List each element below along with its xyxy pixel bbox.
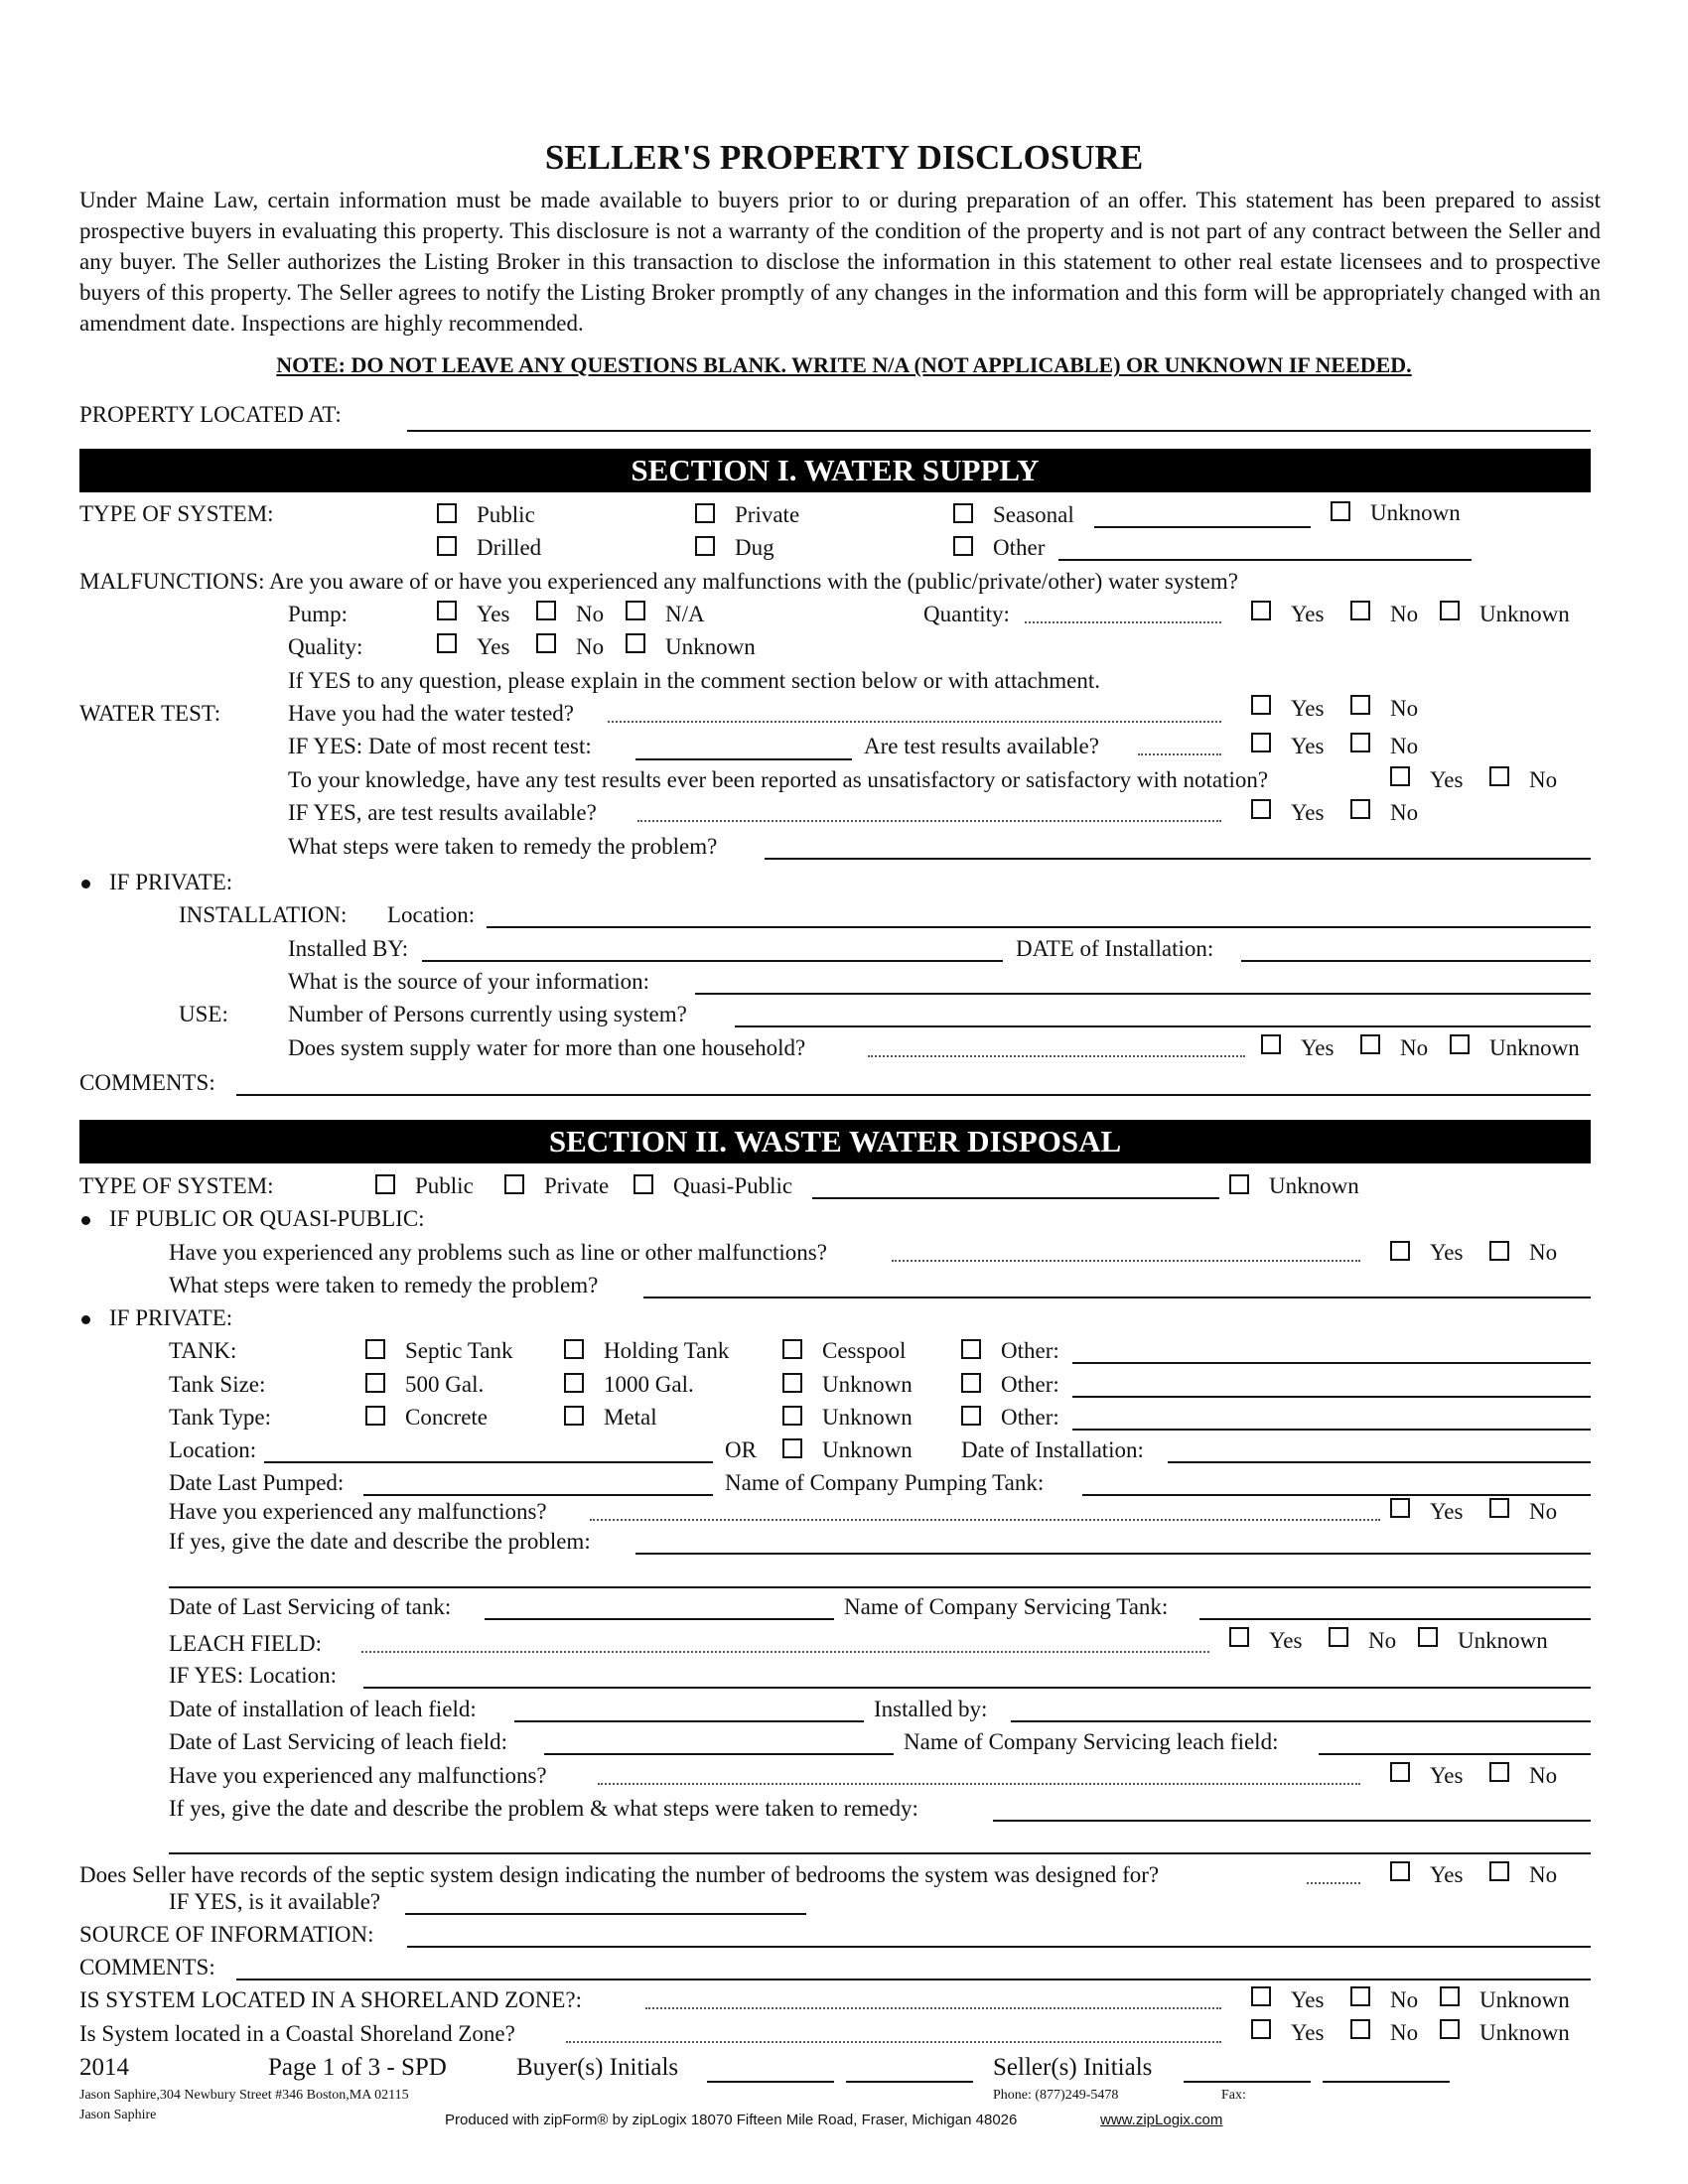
bullet — [81, 1216, 90, 1225]
label-seasonal: Seasonal — [993, 502, 1074, 527]
company-servicing-tank-label: Name of Company Servicing Tank: — [844, 1594, 1169, 1619]
checkbox-location-unknown[interactable] — [782, 1438, 802, 1458]
results-available-2: IF YES, are test results available? — [288, 800, 597, 825]
pump-no[interactable] — [536, 601, 556, 620]
pump-na-label: N/A — [665, 602, 705, 626]
footer-year: 2014 — [79, 2054, 129, 2081]
date-pumped-field[interactable] — [363, 1494, 713, 1496]
s2-malfunctions2-question: Have you experienced any malfunctions? — [169, 1763, 547, 1788]
malfunctions-no-label: No — [1529, 1499, 1558, 1524]
s2-comments-label: COMMENTS: — [79, 1955, 215, 1979]
household-unknown[interactable] — [1450, 1034, 1470, 1054]
s1-comments-field[interactable] — [236, 1094, 1591, 1096]
tank-size-label: Tank Size: — [169, 1372, 266, 1397]
label-size-unknown: Unknown — [822, 1372, 913, 1397]
bullet — [81, 880, 90, 888]
dot-leader — [361, 1651, 1209, 1653]
s2-label-public: Public — [415, 1173, 474, 1198]
leach-no-label: No — [1368, 1628, 1397, 1653]
dot-leader — [645, 2007, 1221, 2009]
tank-location-field[interactable] — [264, 1461, 713, 1463]
leach-yes[interactable] — [1229, 1627, 1249, 1647]
property-label: PROPERTY LOCATED AT: — [79, 402, 342, 427]
label-private: Private — [735, 502, 800, 527]
leach-install-date-label: Date of installation of leach field: — [169, 1697, 477, 1721]
results2-no-label: No — [1390, 800, 1419, 825]
label-concrete: Concrete — [405, 1405, 489, 1430]
persons-label: Number of Persons currently using system? — [288, 1002, 687, 1026]
problems-yes-label: Yes — [1430, 1240, 1464, 1265]
seller-initials-field-2[interactable] — [1323, 2081, 1450, 2083]
shoreland-question: IS SYSTEM LOCATED IN A SHORELAND ZONE?: — [79, 1987, 582, 2012]
household-yes[interactable] — [1261, 1034, 1281, 1054]
location-label: Location: — [387, 902, 476, 927]
results2-yes-label: Yes — [1291, 800, 1325, 825]
checkbox-cesspool[interactable] — [782, 1339, 802, 1359]
leach-company-label: Name of Company Servicing leach field: — [904, 1729, 1279, 1754]
coastal-unknown-label: Unknown — [1479, 2020, 1570, 2045]
problems-no-label: No — [1529, 1240, 1558, 1265]
coastal-yes-label: Yes — [1291, 2020, 1325, 2045]
available-label: IF YES, is it available? — [169, 1889, 381, 1914]
tank-date-install-label: Date of Installation: — [961, 1437, 1144, 1462]
label-type-unknown: Unknown — [822, 1405, 913, 1430]
label-cesspool: Cesspool — [822, 1338, 907, 1363]
results-no[interactable] — [1350, 733, 1370, 752]
date-recent-field[interactable] — [635, 758, 852, 760]
knowledge-yes[interactable] — [1390, 766, 1410, 786]
checkbox-other[interactable] — [953, 536, 973, 556]
malfunctions2-no[interactable] — [1489, 1762, 1509, 1782]
last-servicing-tank-field[interactable] — [485, 1618, 834, 1620]
available-field[interactable] — [405, 1913, 806, 1915]
checkbox-private[interactable] — [695, 503, 715, 523]
label-drilled: Drilled — [477, 535, 542, 560]
label-metal: Metal — [604, 1405, 657, 1430]
s2-if-private-label: IF PRIVATE: — [109, 1305, 233, 1330]
shoreland-unknown[interactable] — [1440, 1986, 1460, 2006]
quantity-no[interactable] — [1350, 601, 1370, 620]
coastal-question: Is System located in a Coastal Shoreland Zone? — [79, 2021, 515, 2046]
footer-page: Page 1 of 3 - SPD — [268, 2054, 447, 2081]
checkbox-size-other[interactable] — [961, 1373, 981, 1393]
remedy-question: What steps were taken to remedy the problem? — [288, 834, 718, 859]
date-install-label: DATE of Installation: — [1016, 936, 1214, 961]
date-install-field[interactable] — [1241, 960, 1591, 962]
checkbox-type-unknown[interactable] — [782, 1406, 802, 1426]
section-2-heading: SECTION II. WASTE WATER DISPOSAL — [79, 1120, 1591, 1163]
tank-type-label: Tank Type: — [169, 1405, 272, 1430]
agent-fax: Fax: — [1221, 2088, 1246, 2103]
checkbox-unknown[interactable] — [1331, 501, 1350, 521]
describe-remedy-label: If yes, give the date and describe the problem & what steps were taken to remedy: — [169, 1796, 918, 1821]
malfunctions2-yes[interactable] — [1390, 1762, 1410, 1782]
quantity-unknown[interactable] — [1440, 601, 1460, 620]
company-servicing-tank-field[interactable] — [1199, 1618, 1591, 1620]
tested-yes-label: Yes — [1291, 696, 1325, 721]
label-type-other: Other: — [1001, 1405, 1059, 1430]
results2-no[interactable] — [1350, 799, 1370, 819]
bullet — [81, 1315, 90, 1324]
s2-label-private: Private — [544, 1173, 610, 1198]
household-unknown-label: Unknown — [1489, 1035, 1580, 1060]
use-label: USE: — [179, 1002, 228, 1026]
buyer-initials-label: Buyer(s) Initials — [516, 2054, 679, 2081]
quantity-no-label: No — [1390, 602, 1419, 626]
pump-yes-label: Yes — [477, 602, 510, 626]
describe-field[interactable] — [635, 1553, 1591, 1555]
persons-field[interactable] — [735, 1025, 1591, 1027]
remedy-field[interactable] — [765, 858, 1591, 860]
date-recent-label: IF YES: Date of most recent test: — [288, 734, 592, 758]
source-of-info-label: SOURCE OF INFORMATION: — [79, 1922, 374, 1947]
intro-paragraph: Under Maine Law, certain information must be made available to buyers prior to or during preparation of an offer. This statement has been prepared to assist prospective buyers in evaluating this property. This disclosure is not a warranty of the condition of the property and is not part of any contract between the Seller and any buyer. The Seller authorizes the Listing Broker in this transaction to disclose the information in this statement to other real estate licensees and to prospective buyers of this property. The Seller agrees to notify the Listing Broker promptly of any changes in the information and this form will be appropriately changed with an amendment date. Inspections are highly recommended. — [79, 188, 1601, 336]
label-size-other: Other: — [1001, 1372, 1059, 1397]
leach-unknown-label: Unknown — [1458, 1628, 1548, 1653]
malfunctions-yes-label: Yes — [1430, 1499, 1464, 1524]
records-no[interactable] — [1489, 1861, 1509, 1881]
tank-location-label: Location: — [169, 1437, 257, 1462]
household-no-label: No — [1400, 1035, 1429, 1060]
results-no-label: No — [1390, 734, 1419, 758]
s2-type-label: TYPE OF SYSTEM: — [79, 1173, 274, 1198]
malfunctions-no[interactable] — [1489, 1498, 1509, 1518]
s2-malfunctions-question: Have you experienced any malfunctions? — [169, 1499, 547, 1524]
label-1000-gal: 1000 Gal. — [604, 1372, 694, 1397]
water-test-label: WATER TEST: — [79, 701, 221, 726]
quantity-yes[interactable] — [1251, 601, 1271, 620]
quality-label: Quality: — [288, 634, 363, 659]
s2-checkbox-quasi-public[interactable] — [633, 1174, 653, 1194]
shoreland-unknown-label: Unknown — [1479, 1987, 1570, 2012]
note: NOTE: DO NOT LEAVE ANY QUESTIONS BLANK. WRITE N/A (NOT APPLICABLE) OR UNKNOWN IF NEEDED. — [276, 352, 1412, 377]
agent-name: Jason Saphire — [79, 2108, 157, 2122]
s2-checkbox-private[interactable] — [504, 1174, 524, 1194]
seller-initials-field-1[interactable] — [1184, 2081, 1311, 2083]
company-pumping-label: Name of Company Pumping Tank: — [725, 1470, 1045, 1495]
tested-question: Have you had the water tested? — [288, 701, 575, 726]
checkbox-seasonal[interactable] — [953, 503, 973, 523]
coastal-unknown[interactable] — [1440, 2019, 1460, 2039]
results-yes[interactable] — [1251, 733, 1271, 752]
page-title: SELLER'S PROPERTY DISCLOSURE — [544, 138, 1144, 177]
dot-leader — [608, 721, 1221, 723]
property-address-field[interactable] — [407, 430, 1591, 432]
label-public: Public — [477, 502, 535, 527]
pump-na[interactable] — [626, 601, 645, 620]
describe-remedy-field-2[interactable] — [169, 1852, 1591, 1854]
quality-unknown-label: Unknown — [665, 634, 756, 659]
knowledge-no-label: No — [1529, 767, 1558, 792]
leach-install-date-field[interactable] — [514, 1720, 864, 1722]
s2-comments-field[interactable] — [236, 1979, 1591, 1980]
tank-label: TANK: — [169, 1338, 237, 1363]
ziplogix-link[interactable]: www.zipLogix.com — [1100, 2112, 1223, 2128]
label-septic-tank: Septic Tank — [405, 1338, 513, 1363]
malfunctions2-yes-label: Yes — [1430, 1763, 1464, 1788]
if-private-label: IF PRIVATE: — [109, 870, 233, 894]
s2-label-unknown: Unknown — [1269, 1173, 1359, 1198]
quantity-yes-label: Yes — [1291, 602, 1325, 626]
describe-label: If yes, give the date and describe the problem: — [169, 1529, 591, 1554]
label-other: Other — [993, 535, 1046, 560]
dot-leader — [1138, 753, 1221, 755]
date-pumped-label: Date Last Pumped: — [169, 1470, 345, 1495]
s1-malfunctions-label: MALFUNCTIONS: Are you aware of or have you experienced any malfunctions with the (public/private/other) water system? — [79, 569, 1238, 594]
records-yes[interactable] — [1390, 1861, 1410, 1881]
malfunctions-yes[interactable] — [1390, 1498, 1410, 1518]
agent-phone: Phone: (877)249-5478 — [993, 2088, 1119, 2103]
s2-checkbox-public[interactable] — [375, 1174, 395, 1194]
if-public-label: IF PUBLIC OR QUASI-PUBLIC: — [109, 1206, 425, 1231]
problems-yes[interactable] — [1390, 1241, 1410, 1261]
checkbox-public[interactable] — [437, 503, 457, 523]
results-yes-label: Yes — [1291, 734, 1325, 758]
seller-initials-label: Seller(s) Initials — [993, 2054, 1153, 2081]
label-unknown: Unknown — [1370, 500, 1461, 525]
last-servicing-tank-label: Date of Last Servicing of tank: — [169, 1594, 452, 1619]
checkbox-dug[interactable] — [695, 536, 715, 556]
s1-comments-label: COMMENTS: — [79, 1070, 215, 1095]
quantity-label: Quantity: — [923, 602, 1010, 626]
leach-location-field[interactable] — [363, 1687, 1591, 1689]
leach-installed-by-field[interactable] — [1011, 1720, 1591, 1722]
checkbox-septic-tank[interactable] — [365, 1339, 385, 1359]
pump-yes[interactable] — [437, 601, 457, 620]
s2-label-quasi-public: Quasi-Public — [673, 1173, 793, 1198]
section-1-heading: SECTION I. WATER SUPPLY — [79, 449, 1591, 492]
installation-location-field[interactable] — [487, 926, 1591, 928]
leach-location-label: IF YES: Location: — [169, 1663, 338, 1688]
leach-no[interactable] — [1329, 1627, 1348, 1647]
quality-yes[interactable] — [437, 633, 457, 653]
dot-leader — [590, 1519, 1380, 1521]
pump-no-label: No — [576, 602, 605, 626]
checkbox-drilled[interactable] — [437, 536, 457, 556]
label-tank-other: Other: — [1001, 1338, 1059, 1363]
shoreland-no-label: No — [1390, 1987, 1419, 2012]
results-available-question: Are test results available? — [864, 734, 1099, 758]
shoreland-no[interactable] — [1350, 1986, 1370, 2006]
checkbox-metal[interactable] — [564, 1406, 584, 1426]
records-question: Does Seller have records of the septic system design indicating the number of bedrooms the system was designed for? — [79, 1862, 1160, 1887]
leach-servicing-label: Date of Last Servicing of leach field: — [169, 1729, 508, 1754]
shoreland-yes[interactable] — [1251, 1986, 1271, 2006]
label-location-unknown: Unknown — [822, 1437, 913, 1462]
dot-leader — [868, 1055, 1245, 1057]
leach-installed-by-label: Installed by: — [874, 1697, 988, 1721]
checkbox-holding-tank[interactable] — [564, 1339, 584, 1359]
s2-remedy-question: What steps were taken to remedy the problem? — [169, 1273, 599, 1297]
checkbox-type-other[interactable] — [961, 1406, 981, 1426]
results2-yes[interactable] — [1251, 799, 1271, 819]
leach-servicing-field[interactable] — [544, 1753, 894, 1755]
quality-yes-label: Yes — [477, 634, 510, 659]
tank-other-field[interactable] — [1072, 1362, 1591, 1364]
dot-leader — [1025, 621, 1221, 623]
seasonal-field[interactable] — [1094, 526, 1311, 528]
quality-no[interactable] — [536, 633, 556, 653]
describe-field-2[interactable] — [169, 1586, 1591, 1588]
produced-with: Produced with zipForm® by zipLogix 18070 Fifteen Mile Road, Fraser, Michigan 48026 — [445, 2112, 1018, 2128]
leach-unknown[interactable] — [1418, 1627, 1438, 1647]
checkbox-500-gal[interactable] — [365, 1373, 385, 1393]
other-field[interactable] — [1058, 559, 1472, 561]
household-yes-label: Yes — [1301, 1035, 1335, 1060]
installed-by-field[interactable] — [422, 960, 1003, 962]
type-other-field[interactable] — [1072, 1429, 1591, 1431]
dot-leader — [598, 1783, 1360, 1785]
installed-by-label: Installed BY: — [288, 936, 409, 961]
coastal-no-label: No — [1390, 2020, 1419, 2045]
label-holding-tank: Holding Tank — [604, 1338, 730, 1363]
s2-remedy-field[interactable] — [643, 1297, 1591, 1298]
household-question: Does system supply water for more than one household? — [288, 1035, 806, 1060]
buyer-initials-field-2[interactable] — [846, 2081, 973, 2083]
knowledge-no[interactable] — [1489, 766, 1509, 786]
dot-leader — [1307, 1882, 1360, 1884]
shoreland-yes-label: Yes — [1291, 1987, 1325, 2012]
quantity-unknown-label: Unknown — [1479, 602, 1570, 626]
dot-leader — [637, 820, 1221, 822]
checkbox-tank-other[interactable] — [961, 1339, 981, 1359]
label-dug: Dug — [735, 535, 774, 560]
tested-no-label: No — [1390, 696, 1419, 721]
s1-type-label: TYPE OF SYSTEM: — [79, 501, 274, 526]
source-field[interactable] — [695, 993, 1591, 995]
source-label: What is the source of your information: — [288, 969, 650, 994]
malfunctions2-no-label: No — [1529, 1763, 1558, 1788]
problems-question: Have you experienced any problems such as line or other malfunctions? — [169, 1240, 827, 1265]
tested-no[interactable] — [1350, 695, 1370, 715]
quality-no-label: No — [576, 634, 605, 659]
installation-label: INSTALLATION: — [179, 902, 348, 927]
s2-checkbox-unknown[interactable] — [1229, 1174, 1249, 1194]
company-pumping-field[interactable] — [1082, 1494, 1591, 1496]
buyer-initials-field-1[interactable] — [707, 2081, 834, 2083]
leach-yes-label: Yes — [1269, 1628, 1303, 1653]
source-of-info-field[interactable] — [407, 1946, 1591, 1948]
size-other-field[interactable] — [1072, 1396, 1591, 1398]
problems-no[interactable] — [1489, 1241, 1509, 1261]
checkbox-concrete[interactable] — [365, 1406, 385, 1426]
checkbox-size-unknown[interactable] — [782, 1373, 802, 1393]
checkbox-1000-gal[interactable] — [564, 1373, 584, 1393]
coastal-yes[interactable] — [1251, 2019, 1271, 2039]
or-label: OR — [725, 1437, 757, 1462]
coastal-no[interactable] — [1350, 2019, 1370, 2039]
describe-remedy-field[interactable] — [993, 1820, 1591, 1822]
records-no-label: No — [1529, 1862, 1558, 1887]
explain-note: If YES to any question, please explain in the comment section below or with attachment. — [288, 668, 1100, 693]
leach-field-label: LEACH FIELD: — [169, 1631, 322, 1656]
leach-company-field[interactable] — [1319, 1753, 1591, 1755]
label-500-gal: 500 Gal. — [405, 1372, 485, 1397]
knowledge-question: To your knowledge, have any test results ever been reported as unsatisfactory or satisfactory with notation? — [288, 767, 1269, 792]
dot-leader — [566, 2041, 1221, 2043]
household-no[interactable] — [1360, 1034, 1380, 1054]
pump-label: Pump: — [288, 602, 349, 626]
knowledge-yes-label: Yes — [1430, 767, 1464, 792]
agent-address: Jason Saphire,304 Newbury Street #346 Boston,MA 02115 — [79, 2088, 409, 2103]
quasi-public-field[interactable] — [812, 1197, 1219, 1199]
dot-leader — [892, 1260, 1360, 1262]
tank-date-install-field[interactable] — [1168, 1461, 1591, 1463]
quality-unknown[interactable] — [626, 633, 645, 653]
tested-yes[interactable] — [1251, 695, 1271, 715]
records-yes-label: Yes — [1430, 1862, 1464, 1887]
